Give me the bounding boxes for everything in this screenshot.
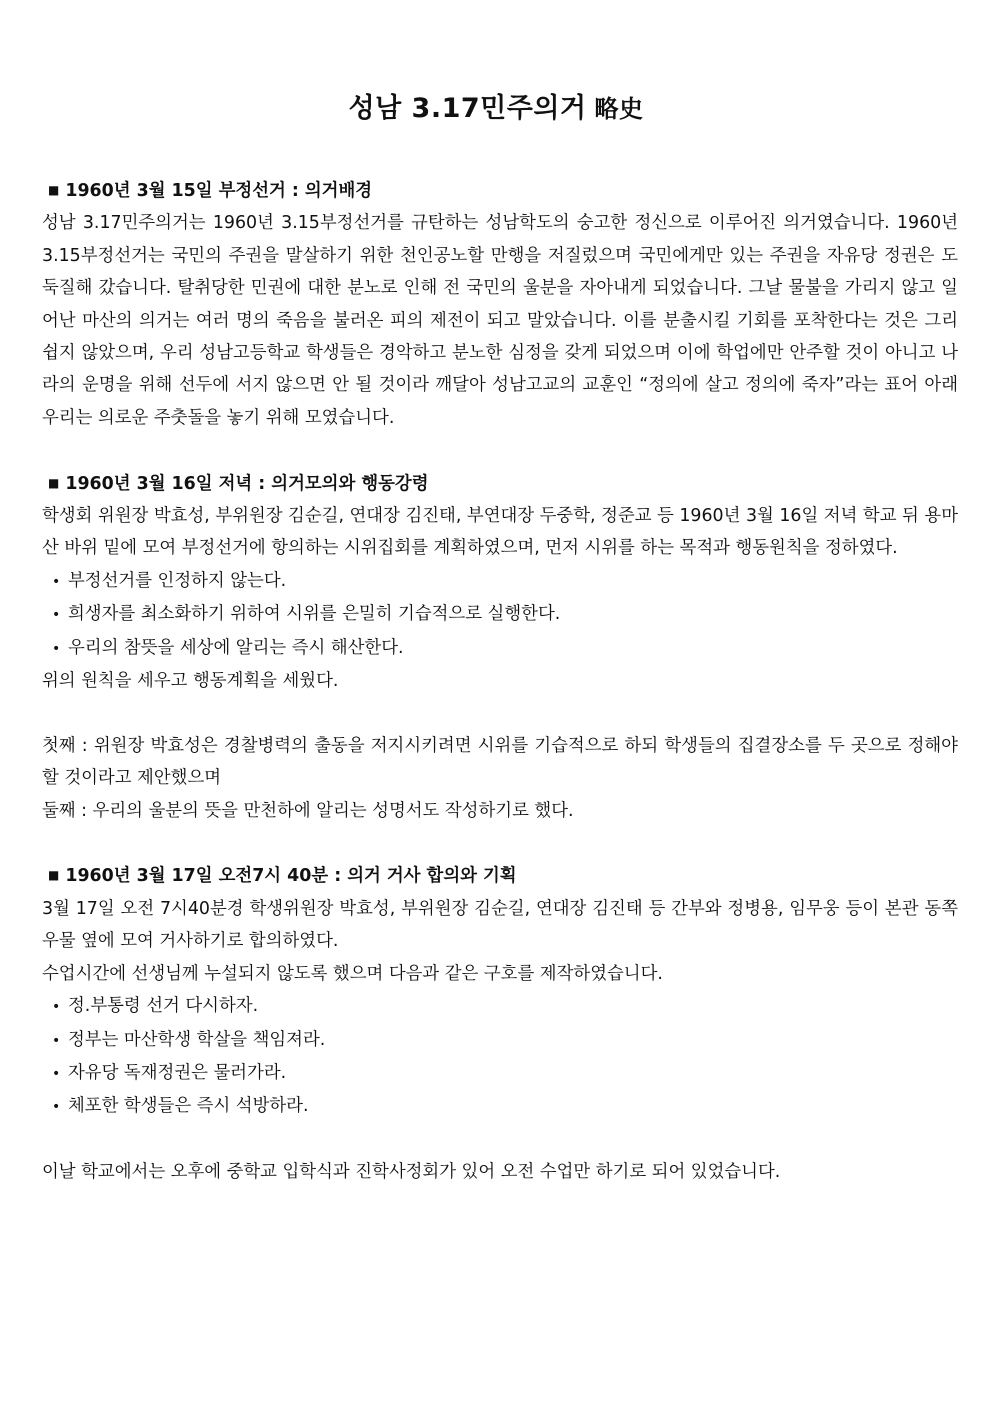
dot-bullet-icon: • <box>52 573 61 590</box>
section-line: 수업시간에 선생님께 누설되지 않도록 했으며 다음과 같은 구호를 제작하였습니다. <box>42 963 663 984</box>
list-item: • 자유당 독재정권은 물러가라. <box>42 1057 958 1090</box>
dot-bullet-icon: • <box>52 1032 61 1049</box>
square-bullet-icon: ■ <box>48 868 60 883</box>
section-paragraph: 성남 3.17민주의거는 1960년 3.15부정선거를 규탄하는 성남학도의 숭고한 정신으로 이루어진 의거였습니다. 1960년 3.15부정선거는 국민의 주권을 말살하기 위한 천인공노할 만행을 저질렀으며 국민에게만 있는 주권을 자유당 정권은 도둑질해 갔습니다. 탈취당한 민권에 대한 분노로 인해 전 국민의 울분을 자아내게 되었습니다. 그날 물불을 가리지 않고 일어난 마산의 의거는 여러 명의 죽음을 불러온 피의 제전이 되고 말았습니다. 이를 분출시킬 기회를 포착한다는 것은 그리 쉽지 않았으며, 우리 성남고등학교 학생들은 경악하고 분노한 심정을 갖게 되었으며 이에 학업에만 안주할 것이 아니고 나라의 운명을 위해 선두에 서지 않으면 안 될 것이라 깨달아 성남고교의 교훈인 “정의에 살고 정의에 죽자”라는 표어 아래 우리는 의로운 주춧돌을 놓기 위해 모였습니다. <box>42 213 958 428</box>
closing-paragraph: 이날 학교에서는 오후에 중학교 입학식과 진학사정회가 있어 오전 수업만 하기로 되어 있었습니다. <box>42 1162 781 1183</box>
square-bullet-icon: ■ <box>48 475 60 490</box>
section-heading: ■ 1960년 3월 15일 부정선거 : 의거배경 <box>48 181 373 201</box>
section-background <box>42 174 958 434</box>
section-paragraph: 3월 17일 오전 7시40분경 학생위원장 박효성, 부위원장 김순길, 연대장 김진태 등 간부와 정병용, 임무웅 등이 본관 동쪽 우물 옆에 모여 거사하기로 합의하였다. <box>42 898 958 952</box>
section-agreement <box>42 859 958 1188</box>
section-line: 위의 원칙을 세우고 행동계획을 세웠다. <box>42 671 339 692</box>
document-title <box>0 86 992 125</box>
title-hanja: 略史 <box>594 94 644 123</box>
section-heading: ■ 1960년 3월 16일 저녁 : 의거모의와 행동강령 <box>48 473 429 494</box>
title-main: 성남 3.17민주의거 <box>348 93 587 124</box>
list-item: • 체포한 학생들은 즉시 석방하라. <box>42 1090 958 1123</box>
section-heading: ■ 1960년 3월 17일 오전7시 40분 : 의거 거사 합의와 기획 <box>48 866 517 887</box>
dot-bullet-icon: • <box>52 1099 61 1116</box>
list-item: • 정.부통령 선거 다시하자. <box>42 990 958 1023</box>
dot-bullet-icon: • <box>52 999 61 1016</box>
section-paragraph: 첫째 : 위원장 박효성은 경찰병력의 출동을 저지시키려면 시위를 기습적으로 하되 학생들의 집결장소를 두 곳으로 정해야 할 것이라고 제안했으며 <box>42 735 958 789</box>
section-paragraph: 학생회 위원장 박효성, 부위원장 김순길, 연대장 김진태, 부연대장 두중학, 정준교 등 1960년 3월 16일 저녁 학교 뒤 용마산 바위 밑에 모여 부정선거에 항의하는 시위집회를 계획하였으며, 먼저 시위를 하는 목적과 행동원칙을 정하였다. <box>42 506 958 559</box>
list-item: • 희생자를 최소화하기 위하여 시위를 은밀히 기습적으로 실행한다. <box>42 598 958 631</box>
document-body <box>42 174 958 1189</box>
list-item: • 부정선거를 인정하지 않는다. <box>42 565 958 598</box>
list-item: • 정부는 마산학생 학살을 책임져라. <box>42 1024 958 1057</box>
dot-bullet-icon: • <box>52 640 61 657</box>
section-line: 둘째 : 우리의 울분의 뜻을 만천하에 알리는 성명서도 작성하기로 했다. <box>42 800 574 821</box>
dot-bullet-icon: • <box>52 607 61 624</box>
dot-bullet-icon: • <box>52 1065 61 1082</box>
section-plan <box>42 467 958 827</box>
list-item: • 우리의 참뜻을 세상에 알리는 즉시 해산한다. <box>42 632 958 665</box>
square-bullet-icon: ■ <box>48 183 60 197</box>
